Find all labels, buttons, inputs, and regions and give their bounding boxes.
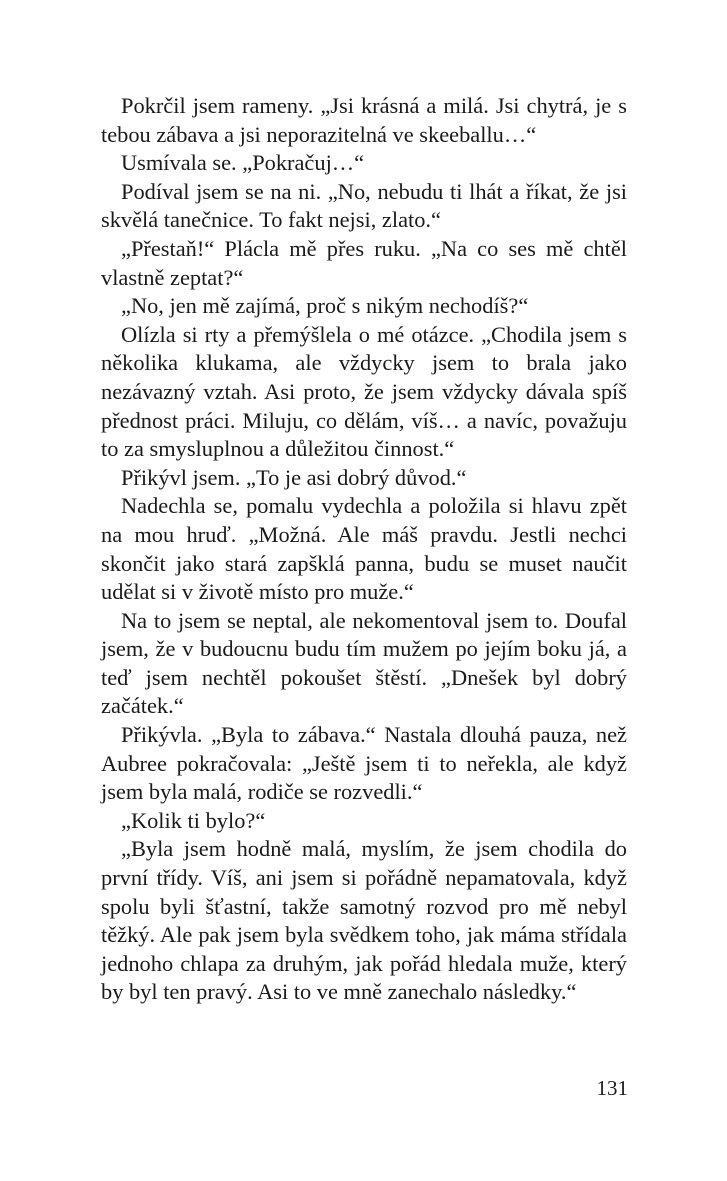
paragraph-3: Podíval jsem se na ni. „No, nebudu ti lhát a říkat, že jsi skvělá tanečnice. To fakt nejsi, zlato.“	[101, 178, 627, 233]
paragraph-1: Pokrčil jsem rameny. „Jsi krásná a milá. Jsi chytrá, je s tebou zábava a jsi neporazitelná ve skeeballu…“	[101, 93, 627, 147]
paragraph-5: „No, jen mě zajímá, proč s nikým nechodíš?“	[121, 293, 529, 319]
paragraph-9: Na to jsem se neptal, ale nekomentoval jsem to. Doufal jsem, že v budoucnu budu tím mužem po jejím boku já, a teď jsem nechtěl pokoušet štěstí. „Dnešek byl dobrý začátek.“	[101, 607, 627, 719]
paragraph-6: Olízla si rty a přemýšlela o mé otázce. „Chodila jsem s několika klukama, ale vždycky jsem to brala jako nezávazný vztah. Asi proto, že jsem vždycky dávala spíš přednost práci. Miluju, co dělám, víš… a navíc, považuju to za smysluplnou a důležitou činnost.“	[101, 321, 627, 462]
paragraph-2: Usmívala se. „Pokračuj…“	[121, 150, 365, 176]
paragraph-7: Přikývl jsem. „To je asi dobrý důvod.“	[121, 464, 467, 490]
page-number: 131	[596, 1076, 628, 1100]
body-text	[101, 92, 627, 1007]
paragraph-8: Nadechla se, pomalu vydechla a položila si hlavu zpět na mou hruď. „Možná. Ale máš pravdu. Jestli nechci skončit jako stará zapšklá panna, budu se muset naučit udělat si v životě místo pro muže.“	[101, 493, 627, 605]
paragraph-10: Přikývla. „Byla to zábava.“ Nastala dlouhá pauza, než Aubree pokračovala: „Ještě jsem ti to neřekla, ale když jsem byla malá, rodiče se rozvedli.“	[101, 722, 627, 805]
paragraph-12: „Byla jsem hodně malá, myslím, že jsem chodila do první třídy. Víš, ani jsem si pořádně nepamatovala, když spolu byli šťastní, takže samotný rozvod pro mě nebyl těžký. Ale pak jsem byla svědkem toho, jak máma střídala jednoho chlapa za druhým, jak pořád hledala muže, který by byl ten pravý. Asi to ve mně zanechalo následky.“	[101, 836, 627, 1005]
paragraph-11: „Kolik ti bylo?“	[121, 807, 266, 833]
paragraph-4: „Přestaň!“ Plácla mě přes ruku. „Na co ses mě chtěl vlastně zeptat?“	[101, 235, 627, 290]
